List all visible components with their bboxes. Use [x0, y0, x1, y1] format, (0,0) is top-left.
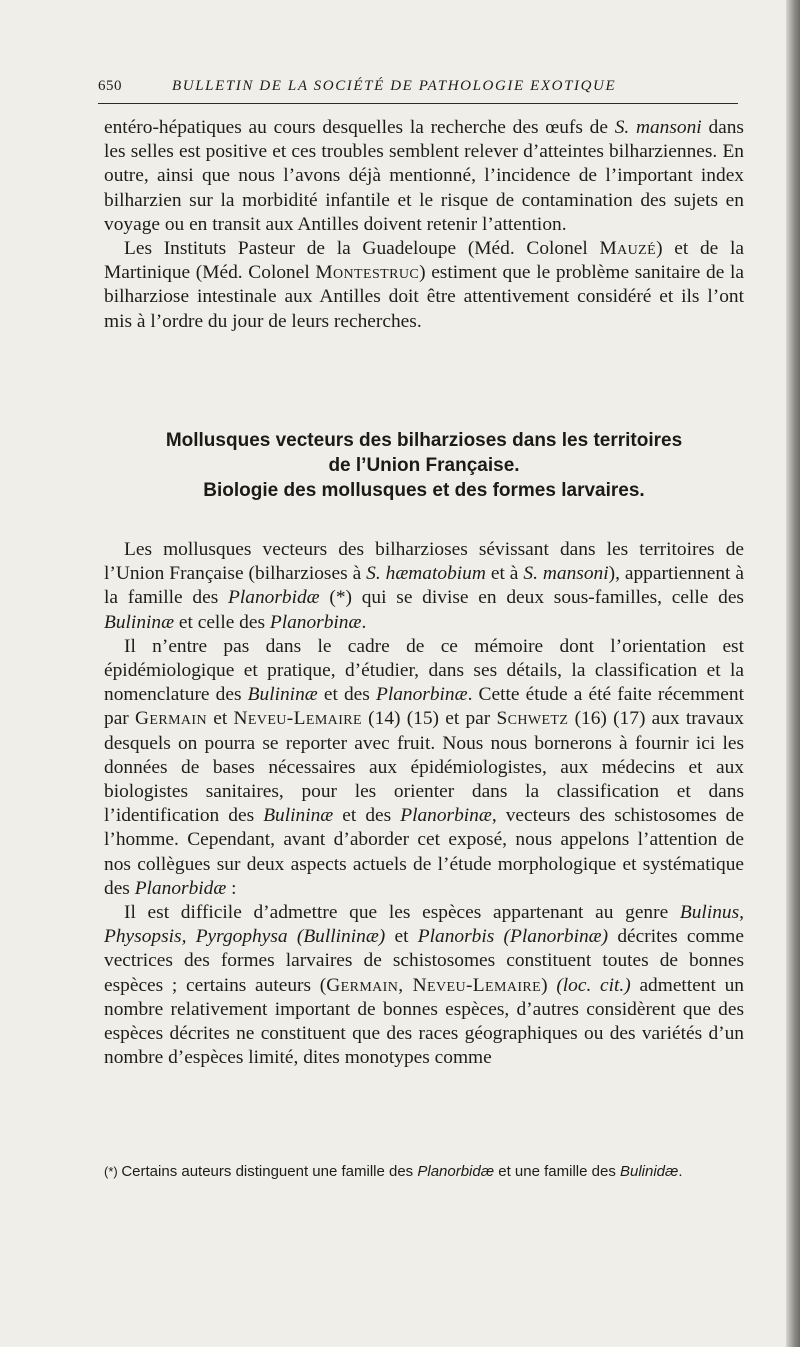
- text-run: et: [207, 708, 234, 730]
- paragraph: [104, 901, 744, 1070]
- text-run: et des: [333, 805, 401, 827]
- italic-run: Planorbidæ: [228, 587, 320, 609]
- italic-run: Planorbinæ: [269, 611, 362, 633]
- text-run: (16) (17) aux travaux desquels on pourra se reporter avec fruit. Nous nous bornerons à fournir ici les données de bases nécessaires aux épidémiologistes, aux médecins et aux biologistes sanitaires, pour les orienter dans la classification et dans l’identification des: [104, 708, 744, 827]
- italic-run: Bulininæ: [263, 805, 334, 827]
- italic-run: S. mansoni: [523, 563, 609, 585]
- text-run: et celle des: [174, 611, 270, 633]
- section-title: [104, 428, 744, 503]
- text-run: dans les selles est positive et ces troubles semblent relever d’atteintes bilharziennes. En outre, ainsi que nous l’avons déjà mentionné, l’incidence de l’important index bilharzien sur la morbidité infantile et le risque de contamination des sujets en voyage ou en transit aux Antilles doivent retenir l’attention.: [104, 117, 744, 235]
- italic-run: Planorbinæ: [400, 805, 492, 827]
- page-edge-shadow: [786, 0, 800, 1347]
- text-run: admettent un nombre relativement important de bonnes espèces, d’autres considèrent que des espèces décrites ne constituent que des races géographiques ou des variétés d’un nombre d’espèces limité, dites monotypes comme: [104, 974, 745, 1069]
- italic-run: Bulinus, Physopsis, Pyrgophysa (Bullininæ): [104, 902, 744, 948]
- text-run: .: [361, 611, 367, 633]
- text-run: ): [541, 974, 557, 996]
- text-run: Les Instituts Pasteur de la Guadeloupe (Méd. Colonel: [124, 238, 600, 260]
- running-title: BULLETIN DE LA SOCIÉTÉ DE PATHOLOGIE EXOTIQUE: [172, 78, 617, 94]
- paragraph: [104, 538, 744, 635]
- italic-run: Planorbis (Planorbinæ): [417, 926, 609, 948]
- author-name: Germain, Neveu-Lemaire: [326, 974, 542, 996]
- page-number: 650: [98, 78, 122, 94]
- author-name: Montestruc: [315, 262, 420, 284]
- author-name: Schwetz: [496, 708, 569, 730]
- paragraph: [104, 635, 744, 901]
- italic-run: Bulininæ: [247, 684, 318, 706]
- text-run: et à: [485, 563, 524, 585]
- text-run: ) et de la Martinique (Méd. Colonel: [104, 238, 744, 284]
- text-run: .: [678, 1163, 683, 1180]
- italic-run: Planorbidæ: [417, 1163, 495, 1180]
- section-title-line: Mollusques vecteurs des bilharzioses dans les territoires: [165, 430, 683, 451]
- author-name: Mauzé: [599, 238, 657, 260]
- italic-run: Bulininæ: [104, 611, 175, 633]
- text-run: Il est difficile d’admettre que les espèces appartenant au genre: [124, 902, 680, 924]
- text-run: Certains auteurs distinguent une famille des: [121, 1163, 418, 1180]
- text-run: , vecteurs des schistosomes de l’homme. Cependant, avant d’aborder cet exposé, nous appelons l’attention de nos collègues sur deux aspects actuels de l’étude morphologique et systématique des: [104, 805, 744, 899]
- italic-run: Bulinidæ: [619, 1163, 679, 1180]
- text-run: :: [226, 877, 237, 899]
- section-subtitle: Biologie des mollusques et des formes larvaires.: [203, 480, 645, 501]
- italic-run: Planorbidæ: [134, 877, 227, 899]
- text-run: ) estiment que le problème sanitaire de la bilharziose intestinale aux Antilles doit être attentivement considéré et ils l’ont mis à l’ordre du jour de leurs recherches.: [104, 262, 744, 332]
- italic-run: S. hæmatobium: [366, 563, 486, 585]
- author-name: Germain: [134, 708, 208, 730]
- page-header: [98, 78, 738, 104]
- body-text-main: [104, 538, 744, 1070]
- italic-run: Planorbinæ: [375, 684, 468, 706]
- text-run: ), appartiennent à la famille des: [104, 563, 744, 609]
- author-name: Neveu-Lemaire: [233, 708, 362, 730]
- text-run: décrites comme vectrices des formes larvaires de schistosomes constituent toutes de bonnes espèces ; certains auteurs (: [104, 926, 744, 996]
- text-run: . Cette étude a été faite récemment par: [104, 684, 744, 730]
- text-run: et des: [317, 684, 376, 706]
- text-run: (*) qui se divise en deux sous-familles, celle des: [319, 587, 744, 609]
- footnote-mark: (*): [104, 1164, 122, 1179]
- paragraph: [104, 116, 744, 237]
- body-text-top: [104, 116, 744, 334]
- italic-run: (loc. cit.): [556, 974, 631, 996]
- text-run: Les mollusques vecteurs des bilharzioses sévissant dans les territoires de l’Union Française (bilharzioses à: [104, 539, 744, 585]
- italic-run: S. mansoni: [614, 117, 702, 138]
- text-run: Il n’entre pas dans le cadre de ce mémoire dont l’orientation est épidémiologique et pratique, d’étudier, dans ses détails, la classification et la nomenclature des: [104, 635, 744, 706]
- header-rule: [98, 103, 738, 104]
- text-run: et une famille des: [494, 1163, 620, 1180]
- text-run: (14) (15) et par: [361, 708, 497, 730]
- text-run: entéro-hépatiques au cours desquelles la recherche des œufs de: [104, 117, 615, 138]
- text-run: et: [385, 926, 418, 948]
- section-title-line: de l’Union Française.: [328, 455, 520, 476]
- footnote: [104, 1162, 744, 1181]
- paragraph: [104, 237, 744, 334]
